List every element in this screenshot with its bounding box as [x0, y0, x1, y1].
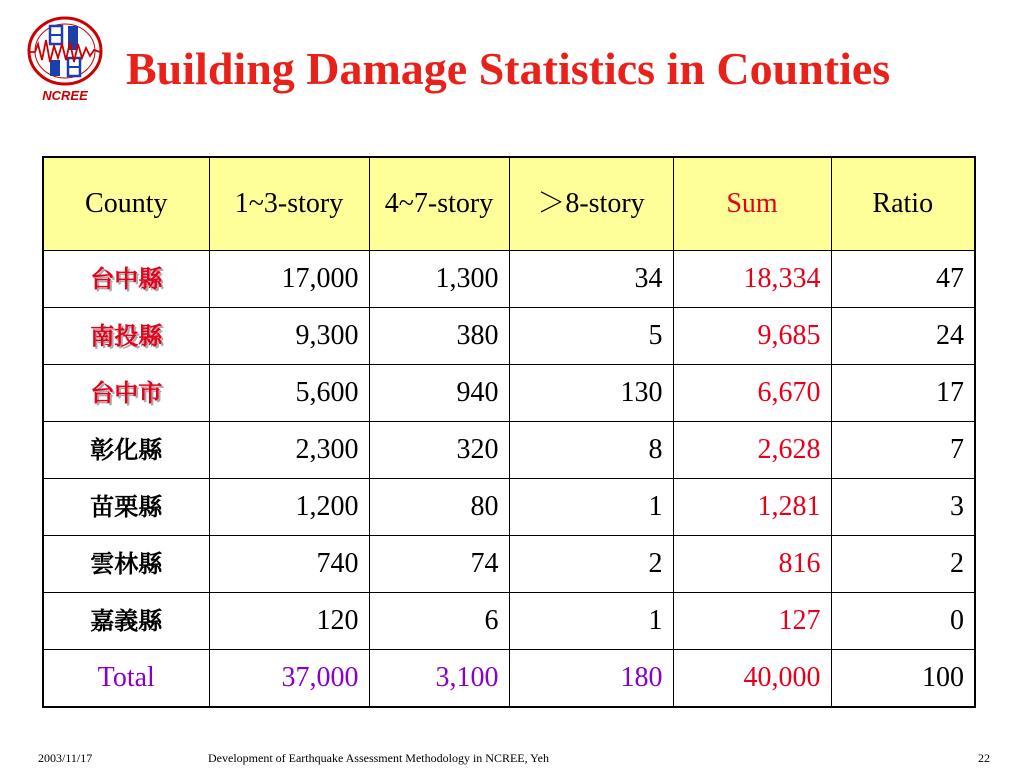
footer-page-number: 22	[978, 751, 990, 765]
header-8-story: ＞8-story	[509, 157, 673, 251]
total-label: Total	[43, 650, 209, 708]
table-row	[43, 479, 975, 536]
story-1-3-cell: 5,600	[209, 365, 369, 422]
sum-cell: 1,281	[673, 479, 831, 536]
header-county: County	[43, 157, 209, 251]
county-cell: 嘉義縣	[43, 593, 209, 650]
header-ratio: Ratio	[831, 157, 975, 251]
story-8-cell: 5	[509, 308, 673, 365]
total-sum: 40,000	[673, 650, 831, 708]
table-row	[43, 422, 975, 479]
story-1-3-cell: 120	[209, 593, 369, 650]
story-8-cell: 1	[509, 479, 673, 536]
table-row	[43, 251, 975, 308]
story-8-cell: 1	[509, 593, 673, 650]
footer-caption: Development of Earthquake Assessment Methodology in NCREE, Yeh	[208, 751, 549, 765]
sum-cell: 816	[673, 536, 831, 593]
ratio-cell: 3	[831, 479, 975, 536]
ratio-cell: 0	[831, 593, 975, 650]
story-8-cell: 8	[509, 422, 673, 479]
ratio-cell: 7	[831, 422, 975, 479]
sum-cell: 6,670	[673, 365, 831, 422]
sum-cell: 127	[673, 593, 831, 650]
story-4-7-cell: 320	[369, 422, 509, 479]
county-cell: 苗栗縣	[43, 479, 209, 536]
county-cell: 雲林縣	[43, 536, 209, 593]
ratio-cell: 24	[831, 308, 975, 365]
county-cell: 彰化縣	[43, 422, 209, 479]
ratio-cell: 47	[831, 251, 975, 308]
story-4-7-cell: 6	[369, 593, 509, 650]
sum-cell: 2,628	[673, 422, 831, 479]
county-cell: 南投縣	[43, 308, 209, 365]
sum-cell: 9,685	[673, 308, 831, 365]
story-1-3-cell: 2,300	[209, 422, 369, 479]
table-row	[43, 536, 975, 593]
story-4-7-cell: 380	[369, 308, 509, 365]
total-4-7-story: 3,100	[369, 650, 509, 708]
story-4-7-cell: 940	[369, 365, 509, 422]
damage-statistics-table	[42, 156, 976, 708]
story-4-7-cell: 80	[369, 479, 509, 536]
story-8-cell: 2	[509, 536, 673, 593]
county-cell: 台中市	[43, 365, 209, 422]
footer-date: 2003/11/17	[38, 751, 93, 765]
story-4-7-cell: 74	[369, 536, 509, 593]
slide-title: Building Damage Statistics in Counties	[126, 43, 891, 94]
total-row	[43, 650, 975, 708]
story-1-3-cell: 740	[209, 536, 369, 593]
ratio-cell: 2	[831, 536, 975, 593]
ncree-logo	[22, 14, 108, 106]
story-1-3-cell: 17,000	[209, 251, 369, 308]
total-8-story: 180	[509, 650, 673, 708]
header-4-7-story: 4~7-story	[369, 157, 509, 251]
story-8-cell: 130	[509, 365, 673, 422]
story-8-cell: 34	[509, 251, 673, 308]
header-sum: Sum	[673, 157, 831, 251]
table-row	[43, 308, 975, 365]
total-ratio: 100	[831, 650, 975, 708]
total-1-3-story: 37,000	[209, 650, 369, 708]
header-1-3-story: 1~3-story	[209, 157, 369, 251]
ratio-cell: 17	[831, 365, 975, 422]
county-cell: 台中縣	[43, 251, 209, 308]
story-4-7-cell: 1,300	[369, 251, 509, 308]
table-row	[43, 365, 975, 422]
ncree-logo-icon	[22, 14, 108, 88]
story-1-3-cell: 9,300	[209, 308, 369, 365]
table-row	[43, 593, 975, 650]
story-1-3-cell: 1,200	[209, 479, 369, 536]
sum-cell: 18,334	[673, 251, 831, 308]
logo-caption: NCREE	[42, 88, 88, 103]
table-header-row	[43, 157, 975, 251]
